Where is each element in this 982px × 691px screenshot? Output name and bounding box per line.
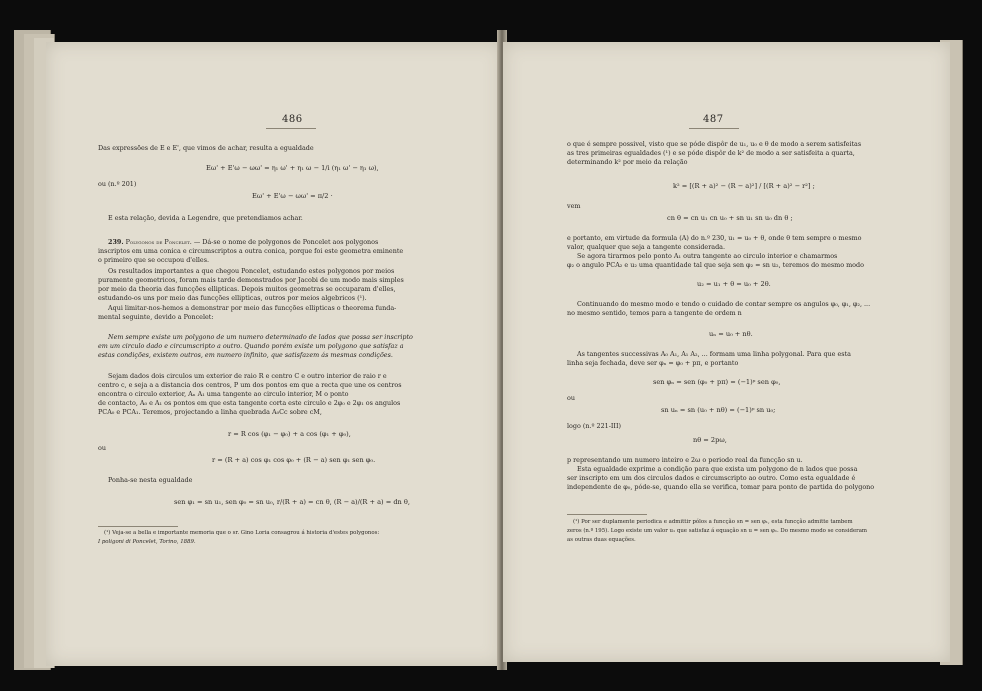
footnote-line: I poligoni di Poncelet, Torino, 1889. (98, 539, 196, 545)
section-line: Aqui limitar-nos-hemos a demonstrar por meio das funcções ellipticas o theorema funda- (108, 304, 397, 312)
header-rule (689, 128, 739, 129)
body-line: φ₂ o angulo PCA₂ e u₂ uma quantidade tal que seja sen φ₂ = sn u₂, teremos do mesmo modo (567, 261, 864, 269)
body-line: Se agora tirarmos pelo ponto A₁ outra tangente ao circulo interior e chamarmos (577, 252, 838, 260)
equation-modulus: k² = [(R + a)² − (R − a)²] / [(R + a)² − r²] ; (673, 182, 815, 190)
section-line: o primeiro que se occupou d'elles. (98, 256, 210, 264)
body-word: vem (567, 202, 581, 210)
equation-sn: sn uₙ = sn (u₀ + nθ) = (−1)ᵖ sn u₀; (661, 406, 776, 414)
equation-projection-2: r = (R + a) cos φ₁ cos φ₀ + (R − a) sen φ₁ sen φ₀. (212, 456, 376, 464)
body-line: e portanto, em virtude da formula (A) do n.º 230, u₁ = u₀ + θ, onde θ tem sempre o mesmo (567, 234, 862, 242)
equation-reference: ou (98, 444, 106, 452)
section-number: 239. (108, 238, 124, 246)
body-line: Continuando do mesmo modo e tendo o cuidado de contar sempre os angulos φ₀, φ₁, φ₂, ... (577, 300, 871, 308)
footnote-line: (¹) Veja-se a bella e importante memoria que o sr. Gino Loria consagrou á historia d'estes polygonos: (104, 530, 380, 536)
section-line: — Dá-se o nome de polygonos de Poncelet aos polygonos (193, 238, 379, 246)
equation-legendre-2: Eω' + E'ω − ωω' = π/2 · (252, 192, 333, 200)
theorem-line: Nem sempre existe um polygono de um numero determinado de lados que possa ser inscripto (108, 333, 413, 341)
section-line: mental seguinte, devido a Poncelet: (98, 313, 214, 321)
body-line: centro c, e seja a a distancia dos centros, P um dos pontos em que a recta que une os centros (98, 381, 402, 389)
section-line: estudando-os uns por meio das funcções ellipticas, outros por meios algebricos (¹). (98, 294, 367, 302)
body-line: valor, qualquer que seja a tangente considerada. (567, 243, 726, 251)
page-number: 486 (282, 114, 303, 125)
body-line: linha seja fechada, deve ser φₙ = φ₀ + pπ, e portanto (567, 359, 739, 367)
body-line: Esta egualdade exprime a condição para que exista um polygono de n lados que possa (577, 465, 858, 473)
body-line: p representando um numero inteiro e 2ω o periodo real da funcção sn u. (567, 456, 803, 464)
right-page (503, 42, 950, 662)
equation-reference: ou (n.º 201) (98, 180, 137, 188)
equation-substitution: sen φ₁ = sn u₁, sen φ₀ = sn u₀, r/(R + a) = cn θ, (R − a)/(R + a) = dn θ, (174, 498, 410, 506)
conclusion-line: E esta relação, devida a Legendre, que pretendiamos achar. (108, 214, 303, 222)
intro-line: Das expressões de E e E', que vimos de achar, resulta a egualdade (98, 144, 314, 152)
section-line: inscriptos em uma conica e circumscriptos a outra conica, porque foi este geometra eminente (98, 247, 404, 255)
section-title: Polygonos de Poncelet. (125, 238, 192, 246)
page-number: 487 (703, 114, 724, 125)
section-heading (108, 238, 378, 246)
pose-line: Ponha-se nesta egualdade (108, 476, 193, 484)
body-line: ser inscripto em um dos circulos dados e circumscripto ao outro. Como esta egualdade é (567, 474, 856, 482)
footnote-line: zeros (n.º 195). Logo existe um valor u₁ que satisfaz á equação sn u = sen φ₁. Do mesmo modo se consideram (567, 528, 868, 534)
theorem-line: estas condições, existem outros, em numero infinito, que satisfazem ás mesmas condições. (98, 351, 393, 359)
footnote-line: as outras duas equações. (567, 537, 636, 543)
body-line: As tangentes successivas A₀ A₁, A₁ A₂, ... formam uma linha polygonal. Para que esta (577, 350, 851, 358)
body-line: logo (n.º 221-III) (567, 422, 621, 430)
equation-legendre-1: Eω' + E'ω − ωω' = η₁ ω' + η₁ ω − 1/i (η₁ ω' − η₁ ω), (206, 164, 379, 172)
body-line: no mesmo sentido, temos para a tangente de ordem n (567, 309, 742, 317)
body-word: ou (567, 394, 575, 402)
section-line: por meio da theoria das funcções ellipticas. Depois muitos geometras se occuparam d'elles, (98, 285, 396, 293)
body-line: encontra o circulo exterior, Aₙ A₁ uma tangente ao circulo interior, M o ponto (98, 390, 349, 398)
footnote-rule (98, 526, 178, 527)
equation-sen: sen φₙ = sen (φ₀ + pπ) = (−1)ᵖ sen φ₀, (653, 378, 781, 386)
equation-projection-1: r = R cos (φ₁ − φ₀) + a cos (φ₁ + φ₀), (228, 430, 351, 438)
left-page (46, 42, 502, 666)
body-line: de contacto, A₀ e A₁ os pontos em que esta tangente corta este circulo e 2φ₀ e 2φ₁ os angulos (98, 399, 401, 407)
body-line: PCA₀ e PCA₁. Teremos, projectando a linha quebrada A₀Cc sobre cM, (98, 408, 322, 416)
equation-un: uₙ = u₀ + nθ. (709, 330, 753, 338)
section-line: Os resultados importantes a que chegou Poncelet, estudando estes polygonos por meios (108, 267, 395, 275)
equation-period: nθ = 2pω, (693, 436, 727, 444)
footnote-rule (567, 514, 647, 515)
body-line: independente de φ₀, póde-se, quando ella se verifica, tomar para ponto de partida do polygono (567, 483, 875, 491)
body-line: as tres primeiras egualdades (¹) e se póde dispôr de k² de modo a ser satisfeita a quarta, (567, 149, 855, 157)
body-line: Sejam dados dois circulos um exterior de raio R e centro C e outro interior de raio r e (108, 372, 387, 380)
body-line: determinando k² por meio da relação (567, 158, 688, 166)
header-rule (266, 128, 316, 129)
equation-u2: u₂ = u₁ + θ = u₀ + 2θ. (697, 280, 771, 288)
theorem-line: em um circulo dado e circumscripto a outro. Quando porém existe um polygono que satisfaz a (98, 342, 404, 350)
footnote-line: (¹) Por ser duplamente periodica e admittir pólos a funcção sn = sen φ₁, esta funcção admitte tambem (573, 519, 853, 525)
equation-addition: cn θ = cn u₁ cn u₀ + sn u₁ sn u₀ dn θ ; (667, 214, 793, 222)
body-line: o que é sempre possivel, visto que se póde dispôr de u₁, u₀ e θ de modo a serem satisfeitas (567, 140, 862, 148)
section-line: puramente geometricos, foram mais tarde demonstrados por Jacobi de um modo mais simples (98, 276, 404, 284)
